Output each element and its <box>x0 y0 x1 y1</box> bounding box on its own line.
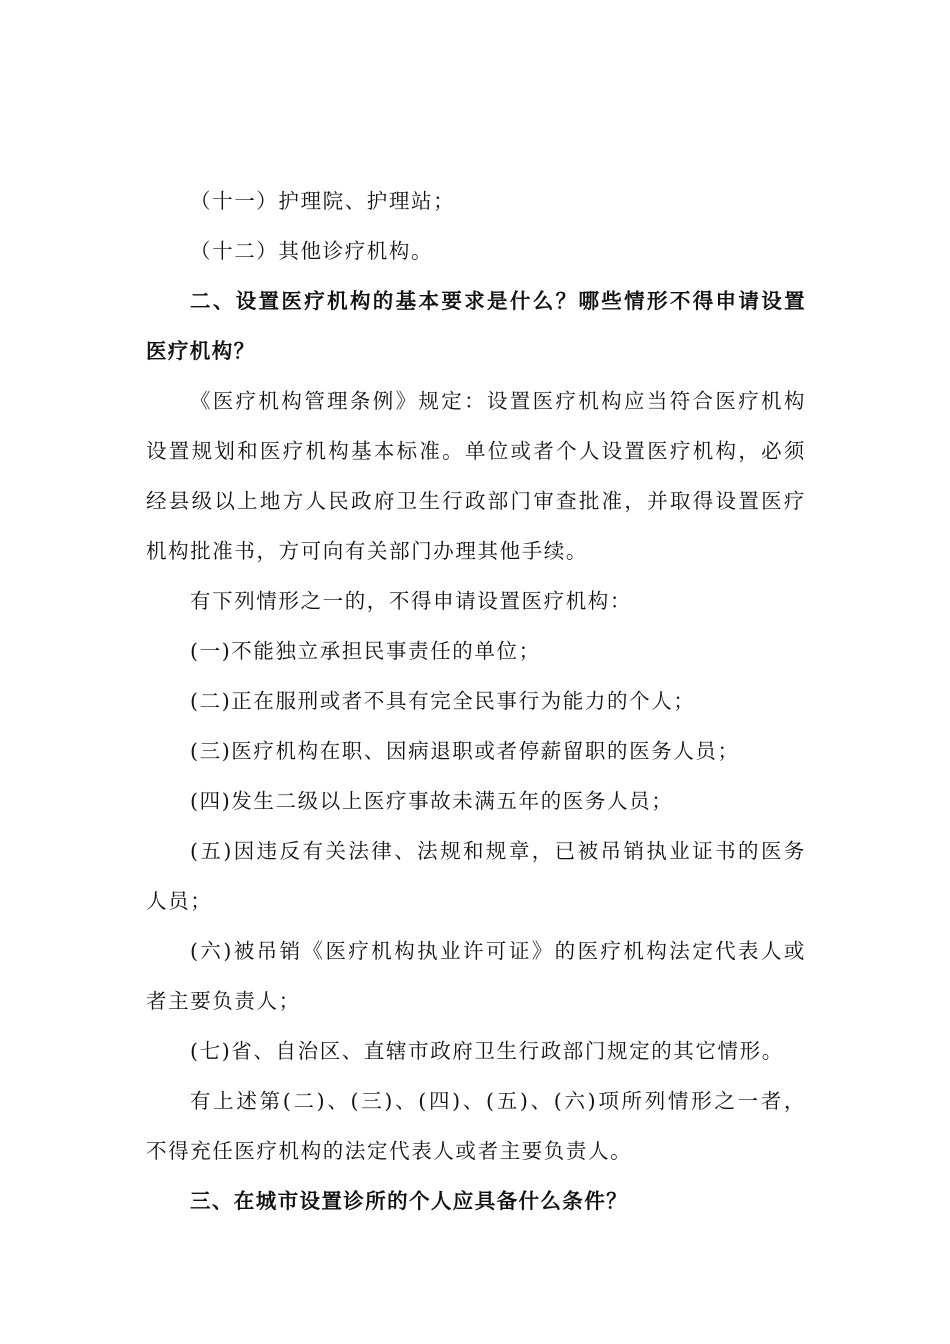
list-item-continuation: 者主要负责人； <box>146 989 301 1013</box>
list-item: (七)省、自治区、直辖市政府卫生行政部门规定的其它情形。 <box>190 1039 784 1063</box>
list-item-11: （十一）护理院、护理站； <box>190 189 456 213</box>
paragraph-line: 有下列情形之一的，不得申请设置医疗机构： <box>190 589 632 613</box>
list-item: (一)不能独立承担民事责任的单位； <box>190 639 541 663</box>
list-item-12: （十二）其他诊疗机构。 <box>190 239 434 263</box>
list-item: (二)正在服刑或者不具有完全民事行为能力的个人； <box>190 689 696 713</box>
paragraph-line: 不得充任医疗机构的法定代表人或者主要负责人。 <box>146 1139 633 1163</box>
section-heading-2: 二、设置医疗机构的基本要求是什么？哪些情形不得申请设置 <box>190 289 806 313</box>
list-item: (六)被吊销《医疗机构执业许可证》的医疗机构法定代表人或 <box>190 939 806 963</box>
list-item: (四)发生二级以上医疗事故未满五年的医务人员； <box>190 789 674 813</box>
paragraph-line: 《医疗机构管理条例》规定：设置医疗机构应当符合医疗机构 <box>190 389 806 413</box>
paragraph-line: 经县级以上地方人民政府卫生行政部门审查批准，并取得设置医疗 <box>146 489 806 513</box>
list-item: (五)因违反有关法律、法规和规章，已被吊销执业证书的医务 <box>190 839 806 863</box>
paragraph-line: 有上述第(二)、(三)、(四)、(五)、(六)项所列情形之一者， <box>190 1089 806 1113</box>
list-item: (三)医疗机构在职、因病退职或者停薪留职的医务人员； <box>190 739 740 763</box>
list-item-continuation: 人员； <box>146 889 213 913</box>
paragraph-line: 设置规划和医疗机构基本标准。单位或者个人设置医疗机构，必须 <box>146 439 806 463</box>
paragraph-line: 机构批准书，方可向有关部门办理其他手续。 <box>146 539 588 563</box>
section-heading-3: 三、在城市设置诊所的个人应具备什么条件？ <box>190 1189 628 1213</box>
section-heading-2-continuation: 医疗机构？ <box>146 339 256 363</box>
